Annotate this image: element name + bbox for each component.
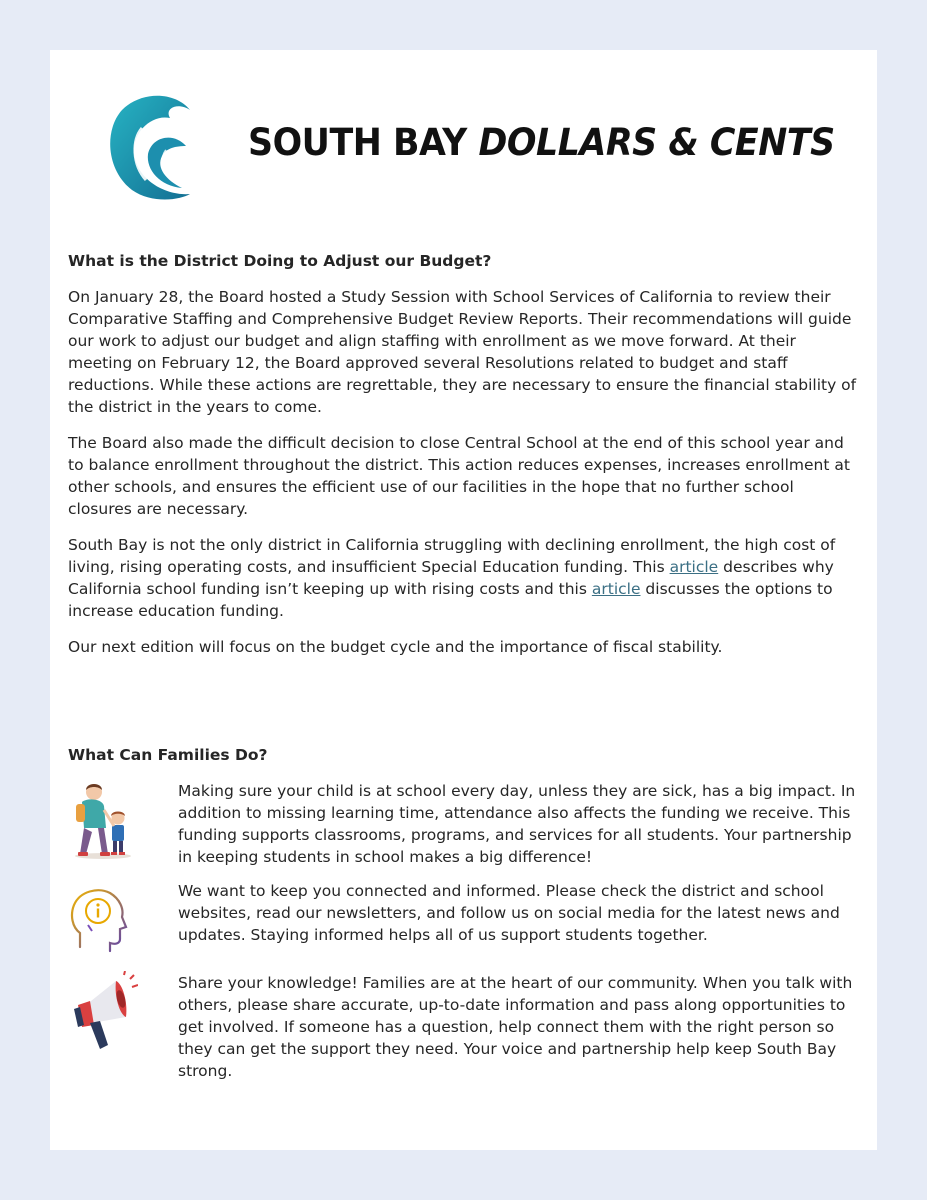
spacer xyxy=(68,672,860,744)
family-item xyxy=(68,972,860,1082)
family-item-text: Making sure your child is at school every day, unless they are sick, has a big impact. In addition to missing learning time, attendance also affects the funding we receive. This funding supports classrooms, programs, and services for all students. Your partnership in keeping students in school makes a big difference! xyxy=(178,782,856,866)
family-item-text: We want to keep you connected and informed. Please check the district and school websites, read our newsletters, and follow us on social media for the latest news and updates. Staying informed helps all of us support students together. xyxy=(178,882,840,944)
wave-logo-icon xyxy=(102,88,197,203)
megaphone-icon xyxy=(68,972,178,1052)
section-heading-budget: What is the District Doing to Adjust our Budget? xyxy=(68,252,492,270)
article-link-options[interactable]: article xyxy=(591,580,641,598)
family-item xyxy=(68,780,860,868)
section-heading-families: What Can Families Do? xyxy=(68,746,268,764)
paragraph: On January 28, the Board hosted a Study Session with School Services of California to review their Comparative Staffing and Comprehensive Budget Review Reports. Their recommendations will guide our work to adjust our budget and align staffing with enrollment as we move forward. At their meeting on February 12, the Board approved several Resolutions related to budget and staff reductions. While these actions are regrettable, they are necessary to ensure the financial stability of the district in the years to come. xyxy=(68,288,857,416)
text-fragment: South Bay is not the only district in California struggling with declining enrollment, the high cost of living, rising operating costs, and insufficient Special Education funding. This xyxy=(68,536,836,576)
family-item xyxy=(68,880,860,960)
paragraph-with-links xyxy=(68,534,860,622)
paragraph: The Board also made the difficult decision to close Central School at the end of this school year and to balance enrollment throughout the district. This action reduces expenses, increases enrollment at other schools, and ensures the efficient use of our facilities in the hope that no further school closures are necessary. xyxy=(68,434,850,518)
main-content xyxy=(68,250,860,1094)
text-fragment: discusses the options to increase education funding. xyxy=(68,580,833,620)
text-fragment: describes why California school funding isn’t keeping up with rising costs and this xyxy=(68,558,834,598)
family-item-text: Share your knowledge! Families are at the heart of our community. When you talk with others, please share accurate, up-to-date information and pass along opportunities to get involved. If someone has a question, help connect them with the right person so they can get the support they need. Your voice and partnership help keep South Bay strong. xyxy=(178,974,853,1080)
newsletter-page xyxy=(50,50,877,1150)
article-link-funding[interactable]: article xyxy=(669,558,719,576)
paragraph: Our next edition will focus on the budget cycle and the importance of fiscal stability. xyxy=(68,638,723,656)
info-head-icon xyxy=(68,880,178,960)
parent-child-icon xyxy=(68,780,178,860)
title-regular: SOUTH BAY xyxy=(248,121,467,164)
newsletter-title xyxy=(248,118,835,168)
title-italic: DOLLARS & CENTS xyxy=(478,121,835,164)
